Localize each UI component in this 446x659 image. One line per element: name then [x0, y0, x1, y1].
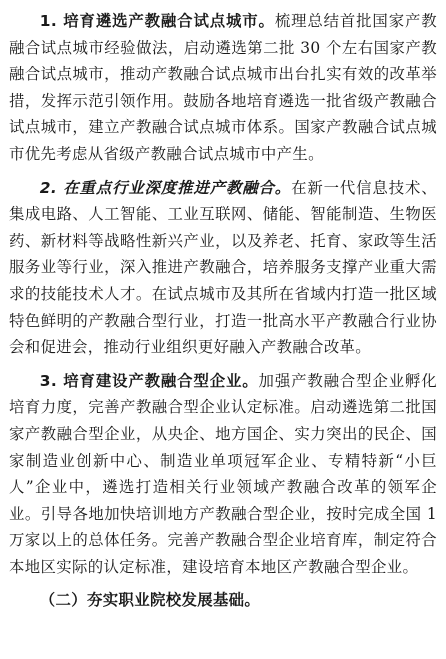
paragraph-1 — [9, 8, 437, 168]
paragraph-1-lead: 1. 培育遴选产教融合试点城市。 — [39, 12, 275, 30]
paragraph-2-body: 在新一代信息技术、集成电路、人工智能、工业互联网、储能、智能制造、生物医药、新材料等战略性新兴产业，以及养老、托育、家政等生活服务业等行业，深入推进产教融合，培养服务支撑产业重大需求的技能技术人才。在试点城市及其所在省域内打造一批区域特色鲜明的产教融合型行业，打造一批高水平产教融合行业协会和促进会，推动行业组织更好融入产教融合改革。 — [9, 178, 437, 357]
document-page — [9, 8, 437, 614]
paragraph-3 — [9, 368, 437, 581]
section-heading: （二）夯实职业院校发展基础。 — [39, 591, 261, 610]
paragraph-2 — [9, 175, 437, 361]
paragraph-3-body: 加强产教融合型企业孵化培育力度，完善产教融合型企业认定标准。启动遴选第二批国家产教融合型企业，从央企、地方国企、实力突出的民企、国家制造业创新中心、制造业单项冠军企业、专精特新“小巨人”企业中，遴选打造相关行业领域产教融合改革的领军企业。引导各地加快培训地方产教融合型企业，按时完成全国 1 万家以上的总体任务。完善产教融合型企业培育库，制定符合本地区实际的认定标准，建设培育本地区产教融合型企业。 — [9, 371, 437, 576]
paragraph-2-lead: 2. 在重点行业深度推进产教融合。 — [39, 178, 292, 197]
paragraph-3-lead: 3. 培育建设产教融合型企业。 — [39, 371, 259, 390]
paragraph-1-body: 梳理总结首批国家产教融合试点城市经验做法，启动遴选第二批 30 个左右国家产教融合试点城市，推动产教融合试点城市出台扎实有效的改革举措，发挥示范引领作用。鼓励各地培育遴选一批省级产教融合试点城市，建立产教融合试点城市体系。国家产教融合试点城市优先考虑从省级产教融合试点城市中产生。 — [9, 12, 437, 163]
